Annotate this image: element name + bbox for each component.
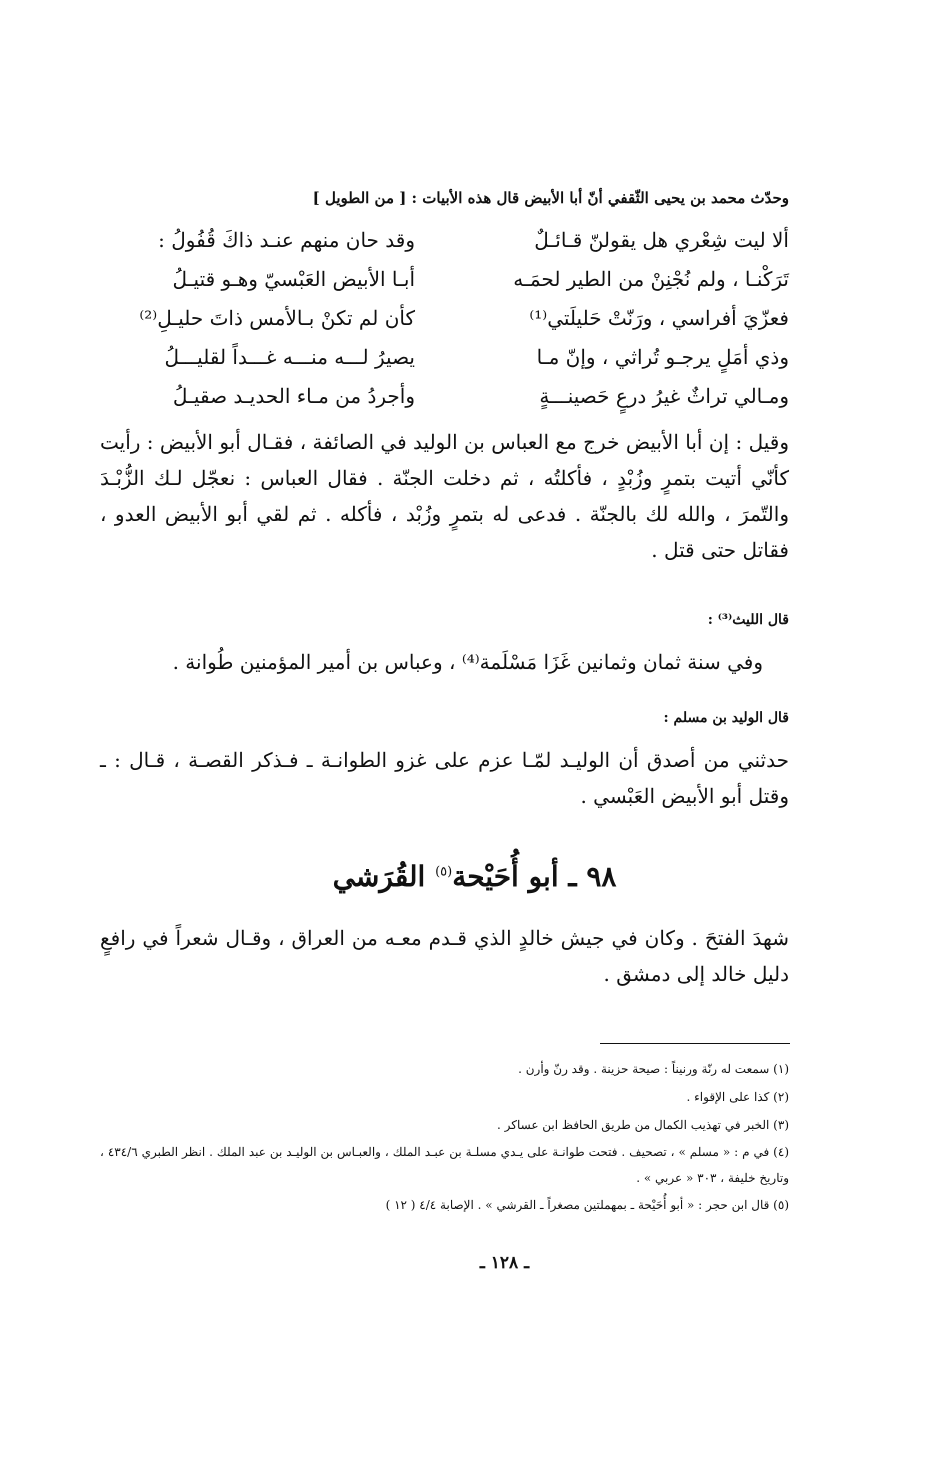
biography-paragraph: شهدَ الفتحَ . وكان في جيش خالدٍ الذي قـدم معـه من العراق ، وقـال شعراً في رافعٍ دليل خالد إلى دمشق . xyxy=(100,926,789,986)
footnote: (٤) في م : « مسلم » ، تصحيف . فتحت طوانـة على يـدي مسلـة بن عبـد الملك ، والعبـاس بن الوليـد بن عبد الملك . انظر الطبري ٤٣٤/٦ ، وتاريخ خليفة ، ٣٠٣ « عربي » . xyxy=(100,1145,789,1185)
footnote: (٣) الخبر في تهذيب الكمال من طريق الحافظ ابن عساكر . xyxy=(497,1118,789,1132)
poem-verse xyxy=(130,298,789,337)
narrator-heading: قال الوليد بن مسلم : xyxy=(663,710,789,726)
verse-first-half: ومـالي تراثٌ غيرُ درعٍ حَصينـــةٍ xyxy=(539,383,789,408)
verse-second-half: وأجردُ من مـاء الحديـد صقيـلُ xyxy=(172,383,415,408)
poem-verse xyxy=(130,376,789,415)
poem-verse xyxy=(130,259,789,298)
narrator-heading: قال الليث⁽³⁾ : xyxy=(707,612,789,628)
poem xyxy=(130,220,789,415)
verse-first-half: فعزّيَ أفراسي ، ورَنّتْ حَليلَتي⁽¹⁾ xyxy=(529,305,789,330)
footnote-separator xyxy=(600,1043,790,1044)
footnote: (١) سمعت له رنّة ورنيناً : صيحة حزينة . وقد رنّ وأرن . xyxy=(518,1062,789,1076)
poem-verse xyxy=(130,220,789,259)
entry-name: أبو أُحَيْحة xyxy=(452,860,559,893)
entry-nisba: القُرَشي xyxy=(332,860,426,893)
footnotes xyxy=(100,1055,789,1219)
verse-first-half: ألا ليت شِعْري هل يقولنّ قـائـلٌ xyxy=(534,227,789,252)
verse-second-half: كأن لم تكنْ بـالأمس ذاتَ حليـلِ⁽²⁾ xyxy=(139,305,415,330)
narrative-paragraph: وقيل : إن أبا الأبيض خرج مع العباس بن الوليد في الصائفة ، فقـال أبو الأبيض : رأيت كأنّي أتيت بتمرٍ وزُبْدٍ ، فأكلتُه ، ثم دخلت الجنّة . فقال العباس : نعجّل لـك الزُّبْـدَ والتّمرَ ، والله لك بالجنّة . فدعى له بتمرٍ وزُبْد ، فأكله . ثم لقي أبو الأبيض العدو ، فقاتل حتى قتل . xyxy=(100,430,789,562)
footnote-marker: (٥) xyxy=(435,864,453,880)
page-number: ـ ١٢٨ ـ xyxy=(479,1253,530,1273)
verse-second-half: وقد حان منهم عنـد ذاكَ قُفُولُ : xyxy=(158,227,415,252)
verse-second-half: أبـا الأبيض العَبْسيّ وهـو قتيـلُ xyxy=(172,266,415,291)
narrative-line: وفي سنة ثمان وثمانين غَزَا مَسْلَمة⁽⁴⁾ ، وعباس بن أمير المؤمنين طُوانة . xyxy=(172,650,763,674)
entry-number: ٩٨ ـ xyxy=(568,860,617,893)
footnote: (٥) قال ابن حجر : « أبو أُحَيْحة ـ بمهملتين مصغراً ـ القرشي » . الإصابة ٤/٤ ( ١٢ ) xyxy=(385,1198,789,1212)
verse-first-half: تَرَكْنـا ، ولم نُجْنِنْ من الطير لحمَـه xyxy=(513,266,789,291)
footnote: (٢) كذا على الإقواء . xyxy=(686,1090,789,1104)
verse-first-half: وذي أمَلٍ يرجـو تُراثي ، وإنّ مـا xyxy=(536,344,789,369)
poem-verse xyxy=(130,337,789,376)
entry-title xyxy=(0,860,949,893)
poem-introduction: وحدّث محمد بن يحيى الثّقفي أنّ أبا الأبيض قال هذه الأبيات : [ من الطويل ] xyxy=(312,189,789,207)
verse-second-half: يصيرُ لـــه منـــه غـــداً لقليـــلُ xyxy=(164,344,415,369)
narrative-paragraph: حدثني من أصدق أن الوليـد لمّـا عزم على غزو الطوانـة ـ فـذكر القصـة ، قـال : ـ وقتل أبو الأبيض العَبْسي . xyxy=(100,748,789,808)
